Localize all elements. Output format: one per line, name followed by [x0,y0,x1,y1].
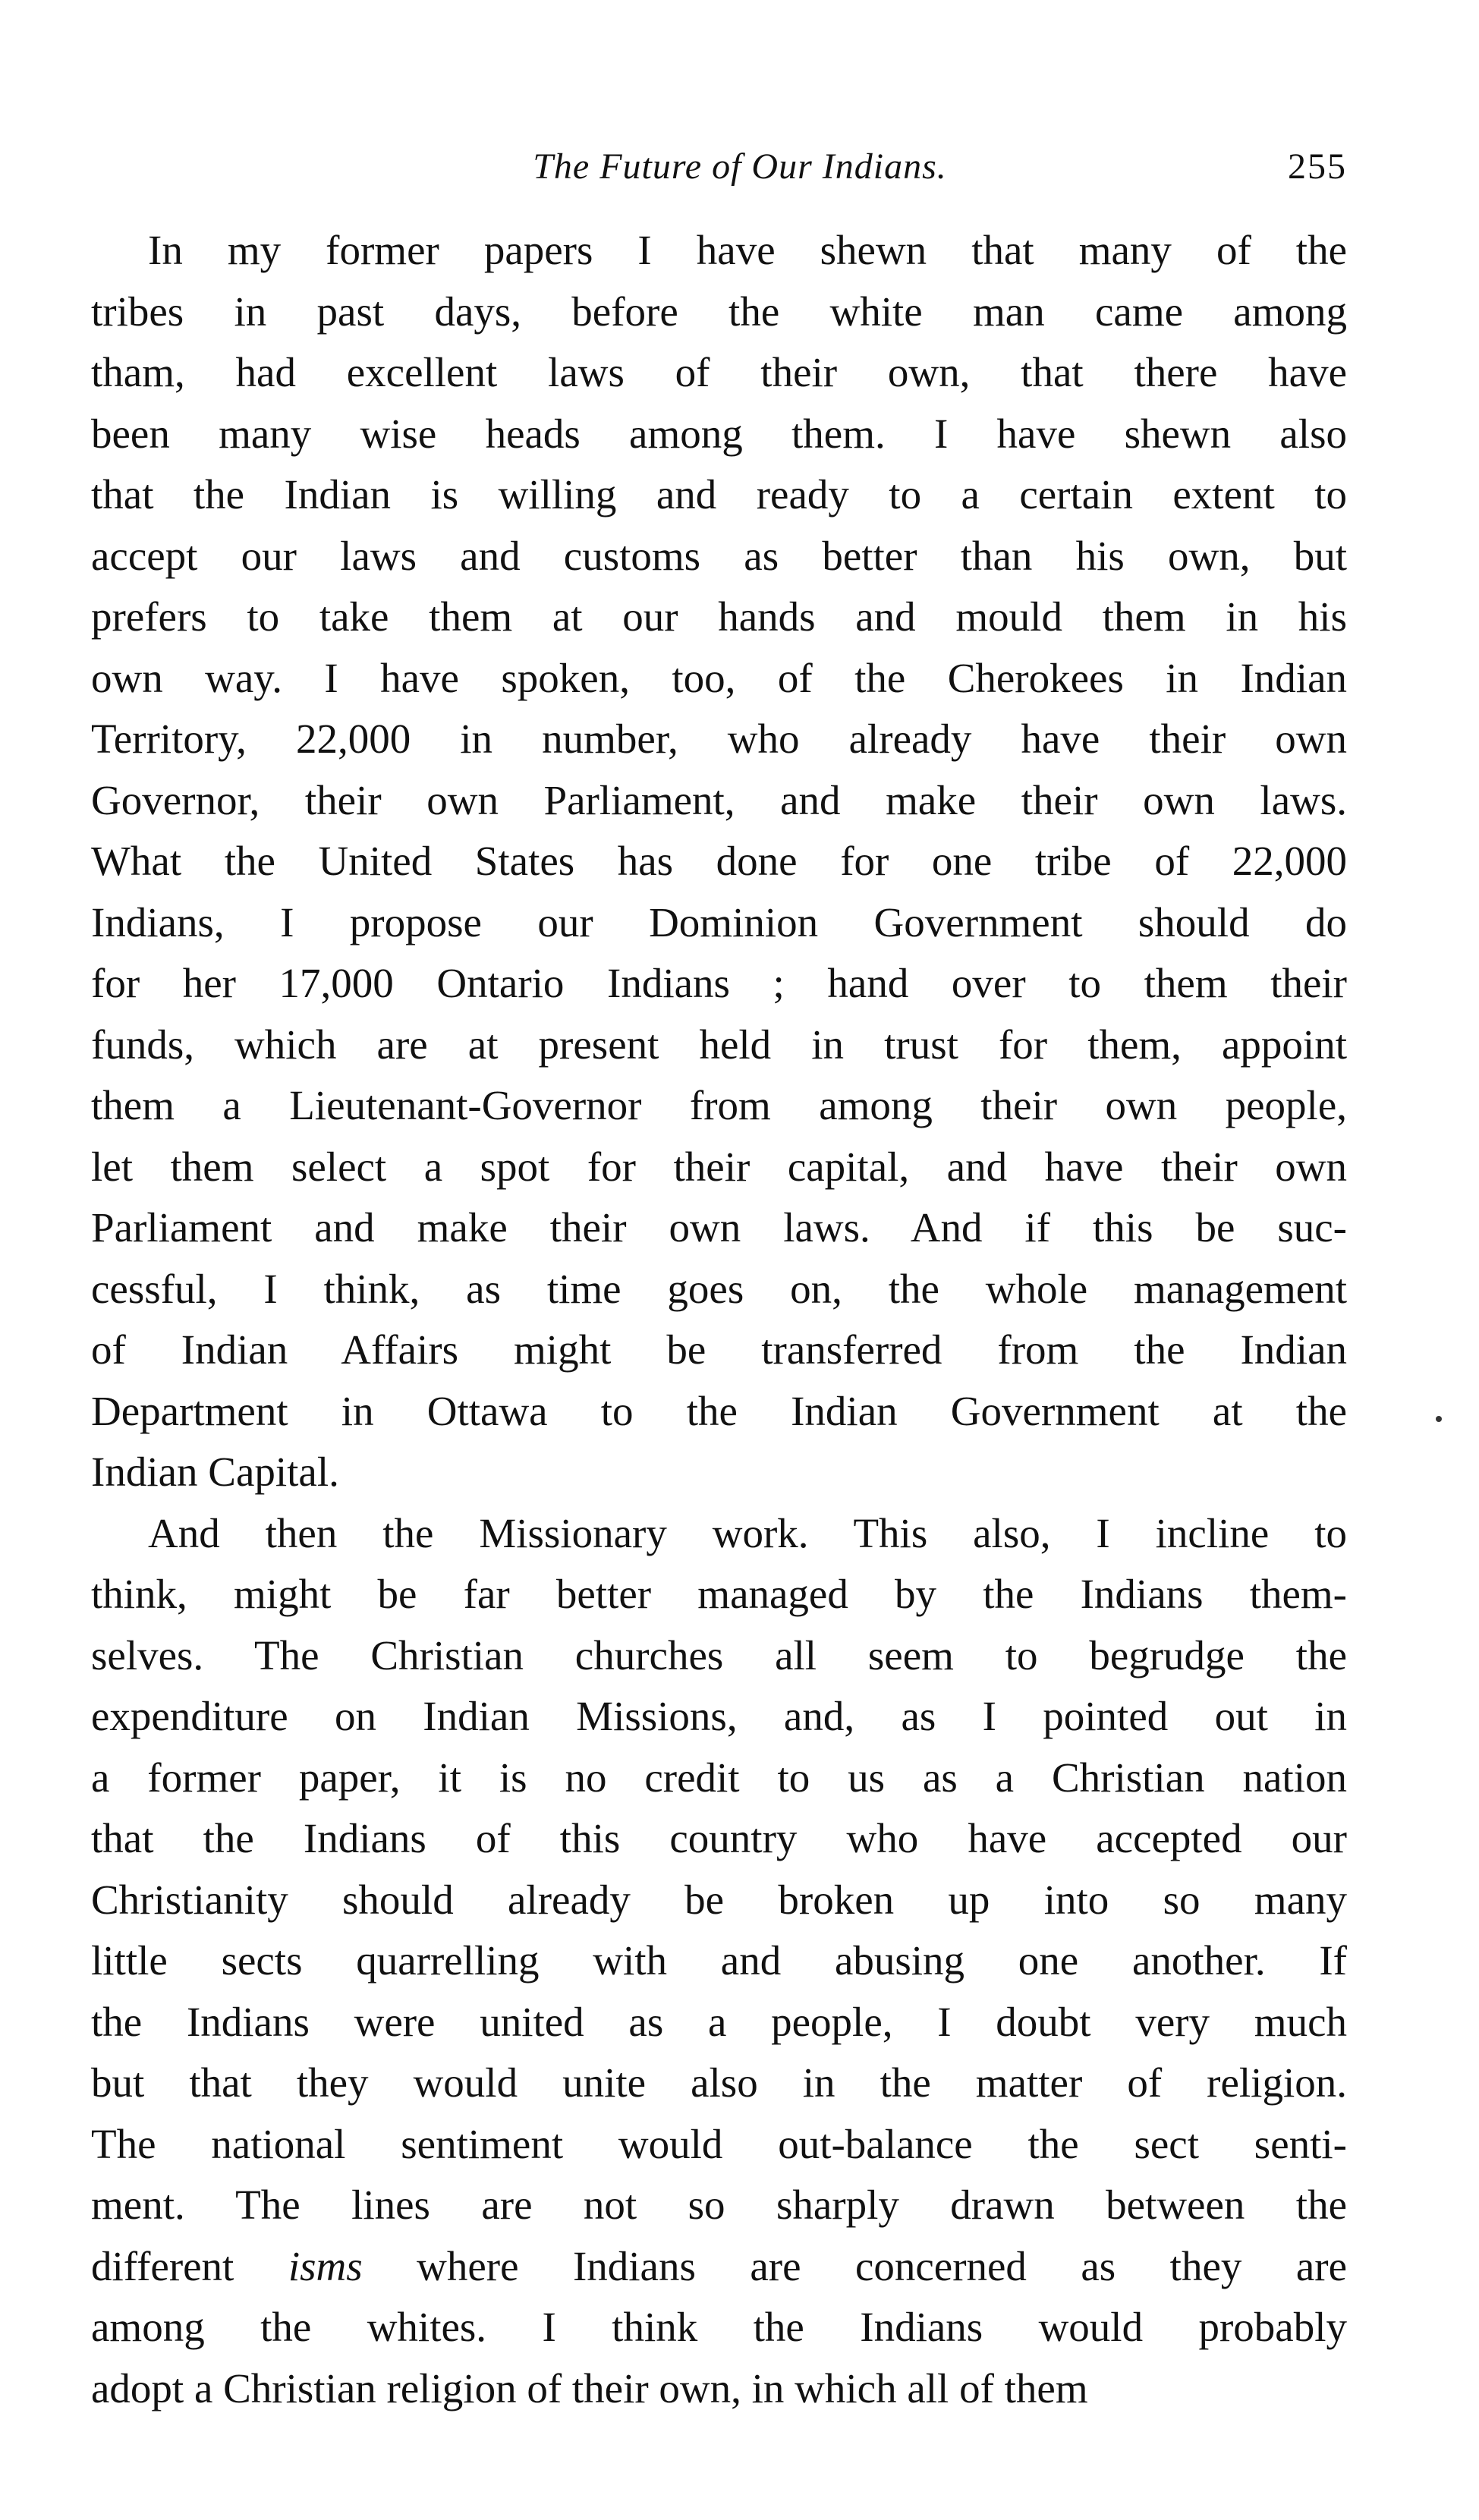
text-line: funds, which are at present held in trust for them, appoint [91,1021,1347,1068]
text-line: What the United States has done for one tribe of 22,000 [91,838,1347,884]
text-line: let them select a spot for their capital, and have their own [91,1143,1347,1190]
text-line: Department in Ottawa to the Indian Government at the [91,1387,1347,1434]
text-line: that the Indians of this country who have accepted our [91,1815,1347,1861]
running-head [133,137,1347,197]
text-line: little sects quarrelling with and abusing one another. If [91,1937,1347,1984]
text-line: tribes in past days, before the white man came among [91,288,1347,335]
text-line: own way. I have spoken, too, of the Cherokees in Indian [91,654,1347,701]
text-line: that the Indian is willing and ready to a certain extent to [91,471,1347,518]
text-line: Indian Capital. [91,1449,339,1495]
text-line: Christianity should already be broken up into so many [91,1876,1347,1923]
text-line: cessful, I think, as time goes on, the whole management [91,1265,1347,1312]
text-line: tham, had excellent laws of their own, that there have [91,349,1347,395]
text-line: them a Lieutenant-Governor from among their own people, [91,1082,1347,1128]
text-line: And then the Missionary work. This also, I incline to [148,1509,1347,1556]
text-line: Parliament and make their own laws. And if this be suc- [91,1204,1347,1251]
page-number: 255 [1288,146,1347,187]
text-line: Territory, 22,000 in number, who already have their own [91,716,1347,762]
running-title: The Future of Our Indians. [533,146,947,187]
text-line: ment. The lines are not so sharply drawn between the [91,2182,1347,2228]
text-line: accept our laws and customs as better than his own, but [91,532,1347,579]
text-line: for her 17,000 Ontario Indians ; hand over to them their [91,960,1347,1006]
text-line: but that they would unite also in the matter of religion. [91,2059,1347,2106]
text-line: different isms where Indians are concerned as they are [91,2242,1347,2289]
text-line: selves. The Christian churches all seem to begrudge the [91,1631,1347,1678]
text-line: Governor, their own Parliament, and make their own laws. [91,776,1347,823]
margin-speck [1436,1416,1442,1422]
text-line: of Indian Affairs might be transferred from the Indian [91,1326,1347,1373]
text-line: think, might be far better managed by the Indians them- [91,1571,1347,1617]
text-line: a former paper, it is no credit to us as a Christian nation [91,1754,1347,1801]
text-line: adopt a Christian religion of their own, in which all of them [91,2364,1088,2411]
text-line: In my former papers I have shewn that many of the [148,227,1347,273]
paragraph-2 [91,1503,1347,2420]
body-text [91,220,1347,2419]
text-line: the Indians were united as a people, I doubt very much [91,1998,1347,2045]
text-line: The national sentiment would out-balance the sect senti- [91,2120,1347,2167]
paragraph-1 [91,220,1347,1503]
text-line: been many wise heads among them. I have shewn also [91,410,1347,457]
text-line: Indians, I propose our Dominion Government should do [91,898,1347,945]
text-line: expenditure on Indian Missions, and, as I pointed out in [91,1693,1347,1739]
text-line: prefers to take them at our hands and mould them in his [91,593,1347,640]
text-line: among the whites. I think the Indians would probably [91,2304,1347,2350]
